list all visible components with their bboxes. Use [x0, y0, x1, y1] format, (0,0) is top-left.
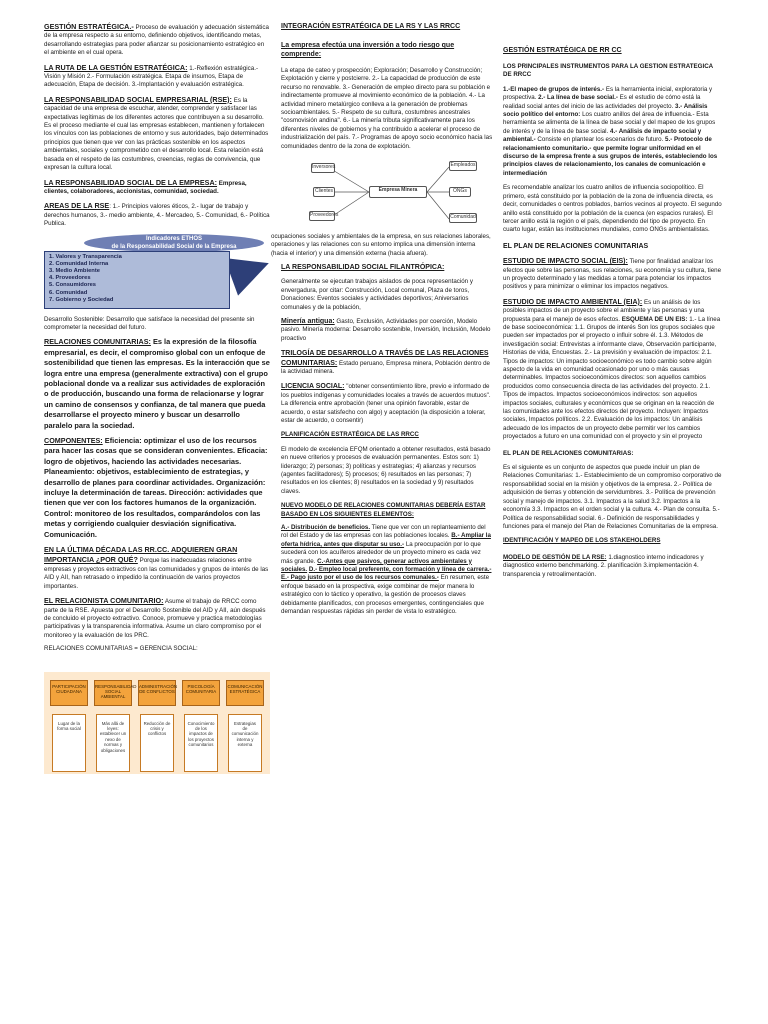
componentes-title: COMPONENTES:	[44, 436, 103, 445]
instrumento-4-title: 4.- Análisis de impacto social y ambiental.-	[503, 127, 702, 144]
riesgo-text: La etapa de cateo y prospección; Exploración; Desarrollo y Construcción; Explotación y cierre y postcierre. 2.- La capacidad de producción de este recurso no renovable. 3.- Generación de empleo directo para su población e indirectamente promueve al movimiento económico de la población. 4.- La actividad minero metalúrgico conlleva a la generación de problemas socioambientales. 5.- Respeto de su cultura, costumbres ancestrales "cosmovisión andina". 6.- La minería tributa significativamente para los diferentes niveles de gobiernos y ha contribuido a acelerar el proceso de industrialización del país. 7.- Programas de apoyo socio económico hacia las comunidades dentro de la zona de explotación.	[281, 67, 493, 150]
ocupaciones-text: ocupaciones sociales y ambientales de la empresa, en sus relaciones laborales, operaciones y las relaciones con su entorno implica una dimensión interna (hacia el interior) y una dimensión externa (hacia afuera).	[271, 233, 491, 257]
ethos-item: 1. Valores y Transparencia	[49, 253, 122, 260]
ethos-item: 6. Comunidad	[49, 289, 88, 296]
column-left	[44, 22, 270, 774]
nuevo-b-title: B.- Ampliar la oferta hídrica, antes que disputar su uso.-	[281, 532, 491, 548]
relacionista-title: EL RELACIONISTA COMUNITARIO:	[44, 596, 164, 606]
decada-title: EN LA ÚLTIMA DÉCADA LAS RR.CC. ADQUIEREN GRAN IMPORTANCIA ¿POR QUÉ?	[44, 545, 238, 565]
org-box: ADMINISTRACIÓN DE CONFLICTOS	[138, 680, 176, 706]
instrumento-2-title: 2.- La línea de base social.-	[538, 94, 618, 102]
anillos-text: Es recomendable analizar los cuatro anillos de influencia sociopolítico. El primero, está constituido por la población de la zona de influencia directa, es decir, comunidades o centros poblados, barrios vecinos al proyecto. El segundo anillo está constituido por la población de la cuenca (en espacios rurales). El tercer anillo está la región o el país, dependiendo del tipo de proyecto. En cuarto lugar, están las instituciones mundiales, como ONGs ambientalistas.	[503, 184, 722, 234]
diagram-node: ONGs	[449, 187, 471, 197]
gestion-rr-title: GESTIÓN ESTRATÉGICA DE RR CC	[503, 47, 622, 54]
licencia-title: LICENCIA SOCIAL:	[281, 383, 345, 391]
componentes-text: Eficiencia: optimizar el uso de los recursos para hacer las cosas que se consideran convenientes. Eficacia: logro de objetivos, haciendo las actividades necesarias. Planeamiento: objetivos, establecimiento de estrategias, y desarrollo de planes para coordinar actividades. Organización: incluye la determinación de tareas. Dirección: actividades que tienen que ver con los factores humanos de la organización. Control: monitoreo de los resultados, comparándolos con las metas y corrigiendo cualquier desviación significativa. Comunicación.	[44, 436, 268, 539]
ruta-text: 1.-Reflexión estratégica.- Visión y Misión 2.- Formulación estratégica. Etapa de insumos, Etapa de adecuación, Etapa de decisión. 3.-Implantación y evaluación estratégica.	[44, 64, 259, 89]
org-sub: Más allá de leyes: establecer un nexo de normas y obligaciones	[96, 714, 130, 772]
org-sub: Lugar de la forma social	[52, 714, 86, 772]
eia-text: Es un análisis de los posibles impactos de un proyecto sobre el ambiente y las personas y una propuesta para el manejo de esos efectos.	[503, 298, 705, 323]
diagram-node: Comunidad	[449, 213, 477, 223]
esquema-text: 1.- La línea de base socioeconómica: 1.1. Grupos de interés Son los grupos sociales que pueden ser impactados por el proyecto o influir sobre él. 1.3. Métodos de investigación social: Entrevistas a informante clave, Observación participante, Historias de vida, Encuestas. 2.- La previsión y evaluación de impactos: 2.1. Tipos de impactos: Un impacto socioeconómico es todo cambio sobre algún aspecto de la vida en comunidad ocasionado por uno o más causas determinables. Impactos socioeconómicos directos: son aquellos cambios producidos como consecuencia directa de las actividades del proyecto. 2.1. Tipos de impactos. Impactos socioeconómicos indirectos: son aquellos impactos sociales, culturales y económicos que se originan en la reacción de las comunidades ante los efectos directos del proyecto. Incluyen: Impactos sociales, Impactos políticos. 2.2. Evaluación de los impactos: Un análisis adecuado de los impactos de un proyecto debe permitir ver los cambios proyectados a futuro en una comunidad con el proyecto y sin el proyecto	[503, 315, 721, 441]
ethos-indicators-graphic	[44, 234, 264, 310]
diagram-node: Clientes	[313, 187, 335, 197]
trilogia-text: Estado peruano, Empresa minera, Población dentro de la actividad minera.	[281, 359, 490, 375]
instrumento-4-text: Consiste en plantear los escenarios de futuro.	[537, 136, 664, 144]
decada-text: Porque las inadecuadas relaciones entre empresas y proyectos extractivos con las comunidades y grupos de interés de las AID y AII, han retrasado o impedido la continuación de varios proyectos importantes.	[44, 557, 269, 590]
riesgo-title: La empresa efectúa una inversión a todo riesgo que comprende:	[281, 42, 455, 58]
nuevo-d-title: D.- Empleo local preferente, con formación y línea de carrera.-	[308, 566, 492, 574]
filantropica-text: Generalmente se ejecutan trabajos aislados de poca representación y envergadura, por citar: Construcción, Local comunal, Plaza de toros, Donaciones: Eventos sociales y actividades deportivos; Aniversarios comunales y de la población,	[281, 278, 473, 311]
plan2-text: Es el siguiente es un conjunto de aspectos que puede incluir un plan de Relaciones Comunitarias: 1.- Establecimiento de un compromiso corporativo de responsabilidad social en la misión y objetivos de la empresa. 2.- Política de adquisición de tierras y obtención de servidumbres. 3.- Política de prevención social y manejo de impactos. 3.1. Impactos a la salud 3.2. Impactos a la economía 3.3. Impactos en el orden social y la cultura. 4.- Plan de consulta. 5.- Política de responsabilidad social. 6.- Definición de responsabilidades y funciones para el manejo del Plan de Relaciones Comunitarias de la empresa.	[503, 464, 722, 530]
trilogia-title: TRILOGÍA DE DESARROLLO A TRAVÉS DE LAS RELACIONES COMUNITARIAS:	[281, 350, 489, 367]
ethos-arrow	[224, 244, 275, 295]
diagram-center: Empresa Minera	[369, 186, 427, 198]
org-box: PARTICIPACIÓN CIUDADANA	[50, 680, 88, 706]
rse-empresa-text: Empresa, clientes, colaboradores, accionistas, comunidad, sociedad.	[44, 179, 247, 195]
diagram-node: Proveedores	[309, 211, 335, 221]
org-sub: Estrategias de comunicación interna y externa	[228, 714, 262, 772]
diagram-node: Empleados	[449, 161, 477, 171]
org-box: PSICOLOGÍA COMUNITARIA	[182, 680, 220, 706]
nuevo-title: NUEVO MODELO DE RELACIONES COMUNITARIAS DEBERÍA ESTAR BASADO EN LOS SIGUIENTES ELEMENTOS:	[281, 502, 486, 518]
ethos-list	[44, 251, 230, 309]
stakeholders-title: IDENTIFICACIÓN Y MAPEO DE LOS STAKEHOLDERS	[503, 537, 661, 545]
plan-title: EL PLAN DE RELACIONES COMUNITARIAS	[503, 242, 649, 250]
instrumento-1-text: Es la herramienta inicial, exploratoria y prospectiva.	[503, 85, 713, 102]
ethos-item: 3. Medio Ambiente	[49, 267, 100, 274]
org-sub: Reducción de crisis y conflictos	[140, 714, 174, 772]
rse-text: Es la capacidad de una empresa de escuchar, atender, comprender y satisfacer las expectativas legítimas de los diferentes actores que contribuyen a su desarrollo. Es el proceso mediante el cual las empresas establecen, mantienen y fortalecen los vínculos con las poblaciones de entorno y sus autoridades, bajo determinados principios que tienen que ver con las prácticas sostenible en los aspectos ambientales, sociales y comprometido con el desarrollo local. Esta relación está basada en el respeto de las costumbres, creencias, reglas de convivencia, que expresan la cultura local.	[44, 96, 269, 172]
nuevo-e-text: En resumen, este enfoque basado en la prospectiva, exige combinar de mejor manera lo estratégico con lo táctico y operativo, la gestión de procesos claves debidamente planificados, con procesos emergentes, contingenciales que demandan respuestas rápidas sin perder de vista lo estratégico.	[281, 574, 490, 616]
relaciones-text: Es la expresión de la filosofía empresarial, es decir, el compromiso global con un enfoque de sostenibilidad que tienen las empresas. Es la interacción que se logra entre una empresa (generalmente extractiva) con el grupo poblacional donde va a realizar sus actividades de exploración o de producción, buscando una forma de relacionarse y lograr un camino de consensos y confianza, de tal manera que pueda desarrollarse el proyecto minero y buscar un desarrollo paralelo para la sociedad.	[44, 337, 270, 430]
gestion-title: GESTIÓN ESTRATÉGICA.-	[44, 22, 134, 31]
desarrollo-text: Desarrollo Sostenible: Desarrollo que satisface la necesidad del presente sin comprometer la necesidad del futuro.	[44, 315, 255, 331]
planificacion-text: El modelo de excelencia EFQM orientado a obtener resultados, está basado en nueve criterios y procesos de evaluación permanentes. Estos son: 1) liderazgo; 2) personas; 3) políticas y estrategias; 4) alianzas y recursos (agentes facilitadores); 5) procesos; 6) resultados en las personas; 7) resultados en los clientes; 8) resultados en la sociedad y 9) resultados claves.	[281, 445, 491, 495]
modelo-text: 1.diagnostico interno indicadores y diagnostico externo benchmarking. 2. planificación 3.implementación 4. transparencia y retroalimentación.	[503, 553, 704, 578]
instrumento-5-text: 5.- Protocolo de relacionamiento comunitario.- que permite lograr uniformidad en el discurso de la empresa frente a sus grupos de interés, estableciendo los principios claves de relacionamiento, los canales de comunicación e intermediación	[503, 136, 718, 177]
ethos-item: 4. Proveedores	[49, 275, 91, 282]
relaciones-title: RELACIONES COMUNITARIAS:	[44, 337, 151, 347]
esquema-title: ESQUEMA DE UN EIS:	[621, 315, 688, 323]
gerencia-social-chart	[44, 662, 270, 774]
planificacion-title: PLANIFICACIÓN ESTRATÉGICA DE LAS RRCC	[281, 431, 419, 439]
areas-text: : 1.- Principios valores éticos, 2.- lugar de trabajo y derechos humanos, 3.- medio ambiente, 4.- Mercadeo, 5.- Comunidad, 6.- Política Publica.	[44, 203, 270, 228]
org-box: RESPONSABILIDAD SOCIAL AMBIENTAL	[94, 680, 132, 706]
nuevo-c-title: C.-Antes que pasivos, generar activos ambientales y sociales.	[281, 557, 472, 574]
column-middle	[271, 22, 493, 622]
eia-title: ESTUDIO DE IMPACTO AMBIENTAL (EIA):	[503, 298, 643, 306]
filantropica-title: LA RESPONSABILIDAD SOCIAL FILANTRÓPICA:	[281, 264, 445, 272]
plan2-title: EL PLAN DE RELACIONES COMUNITARIAS:	[503, 449, 634, 457]
eis-title: ESTUDIO DE IMPACTO SOCIAL (EIS):	[503, 258, 628, 266]
licencia-text: "obtener consentimiento libre, previo e informado de los pueblos indígenas y comunidades locales a través de acuerdos mutuos". La diferencia entre aprobación (tener una opinión favorable, estar de acuerdo, o estar satisfecho con algo) y aceptación (la disposición a tolerar, estar de acuerdo, o consentir)	[281, 383, 491, 424]
org-title: RELACIONES COMUNITARIAS = GERENCIA SOCIAL:	[44, 645, 198, 653]
ethos-item: 2. Comunidad Interna	[49, 260, 109, 267]
relacionista-text: Asume el trabajo de RRCC como parte de la RSE. Apuesta por el Desarrollo Sostenible del AID y AII, aún después de concluido el proyecto extractivo. Conoce, promueve y practica metodologías participativas y la transparencia informativa. Asume un claro compromiso por el monitoreo y la evaluación de los PRC.	[44, 598, 266, 639]
ethos-item: 7. Gobierno y Sociedad	[49, 296, 114, 303]
nuevo-a-title: A.- Distribución de beneficios.	[281, 524, 371, 532]
ruta-title: LA RUTA DE LA GESTIÓN ESTRATÉGICA:	[44, 62, 188, 72]
ethos-item: 5. Consumidores	[49, 282, 97, 289]
integracion-title: INTEGRACIÓN ESTRATÉGICA DE LA RS Y LAS RRCC	[281, 23, 461, 30]
mineria-text: Gasto, Exclusión, Actividades por coerción, Modelo pasivo. Minería moderna: Desarrollo sostenible, Inversión, Inclusión, Modelo proactivo	[281, 317, 491, 342]
mineria-title: Minería antigua:	[281, 317, 335, 325]
nuevo-a-text: Tiene que ver con un replanteamiento del rol del Estado y de las empresas con las poblaciones locales.	[281, 524, 486, 540]
ethos-heading: Indicadores ETHOS de la Responsabilidad Social de la Empresa	[84, 234, 264, 252]
instrumento-2-text: Es el estudio de cómo está la realidad social antes del inicio de las actividades del proyecto.	[503, 94, 701, 110]
rse-title: LA RESPONSABILIDAD SOCIAL EMPRESARIAL (RSE):	[44, 94, 232, 104]
instrumento-1-title: 1.-El mapeo de grupos de interés.-	[503, 85, 605, 93]
nuevo-b-text: La preocupación por lo que sucederá con los acuíferos alrededor de un proyecto minero es cada vez más grande.	[281, 540, 481, 565]
instrumento-3-title: 3.- Análisis socio político del entorno:	[503, 102, 708, 119]
rse-empresa-title: LA RESPONSABILIDAD SOCIAL DE LA EMPRESA:	[44, 177, 218, 187]
instrumento-3-text: Los cuatro anillos del área de influencia.- Esta herramienta se alimenta de la línea de base social y del mapeo de los grupos de interés y de la línea de base social.	[503, 111, 716, 135]
modelo-title: MODELO DE GESTIÓN DE LA RSE:	[503, 553, 607, 561]
stakeholder-diagram	[281, 159, 493, 229]
column-right	[503, 22, 723, 584]
org-sub: Conocimiento de los impactos de los proyectos comunitarios	[184, 714, 218, 772]
org-box: COMUNICACIÓN ESTRATÉGICA	[226, 680, 264, 706]
areas-title: AREAS DE LA RSE	[44, 201, 110, 211]
eis-text: Tiene por finalidad analizar los efectos que sobre las personas, sus relaciones, su economía y su cultura, tiene un proyecto determinado y las medidas a tomar para potenciar los impactos positivos y para minimizar o eliminar los impactos negativos.	[503, 258, 722, 291]
nuevo-e-title: E.- Pago justo por el uso de los recursos comunales.-	[281, 574, 439, 582]
diagram-node: Inversores	[311, 163, 335, 173]
gestion-text: Proceso de evaluación y adecuación sistemática de la empresa respecto a su entorno, definiendo objetivos, identificando metas, desarrollando estrategias para poder afianzar su posicionamiento estratégico en el ambiente en el cual opera.	[44, 24, 269, 57]
instrumentos-title: LOS PRINCIPALES INSTRUMENTOS PARA LA GESTION ESTRATEGICA DE RRCC	[503, 63, 713, 79]
